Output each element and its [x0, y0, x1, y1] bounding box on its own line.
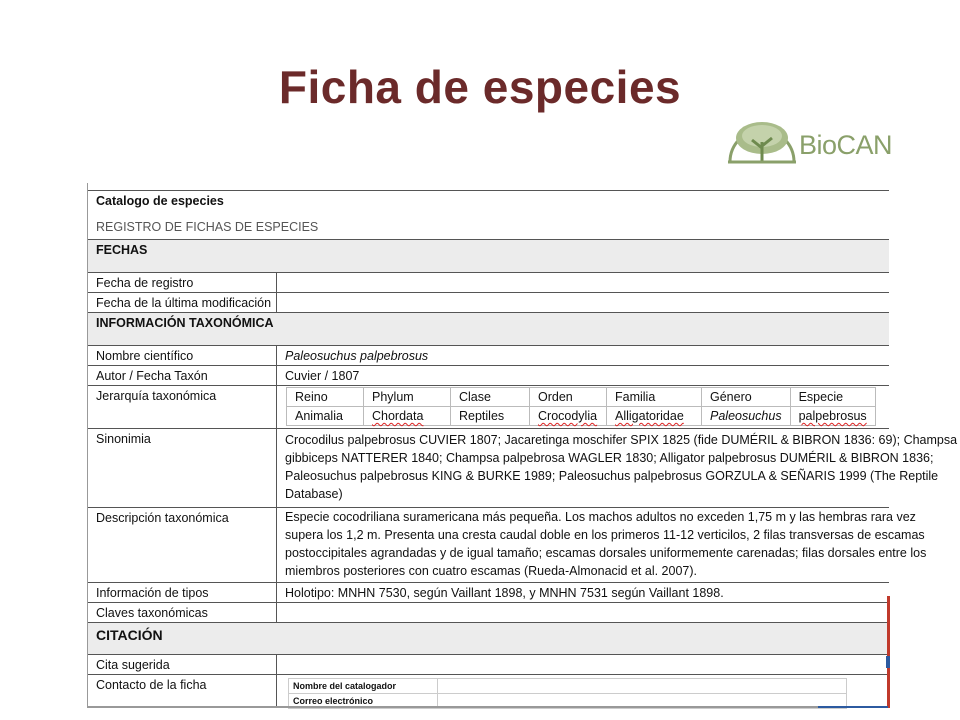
sinonimia-line: Paleosuchus palpebrosus KING & BURKE 1989; Paleosuchus palpebrosus GORZULA & SEÑARIS 1999 (The Reptile: [285, 469, 939, 483]
tipos-label: Información de tipos: [88, 583, 277, 602]
row-jerarquia: [88, 385, 889, 428]
catalog-heading: Catalogo de especies: [96, 194, 224, 208]
claves-field[interactable]: [277, 603, 889, 622]
nombre-cientifico-label: Nombre científico: [88, 346, 277, 365]
taxo-header: Reino: [287, 388, 364, 407]
row-nombre-cientifico: [88, 345, 889, 365]
sinonimia-line: Database): [285, 487, 343, 501]
cita-field[interactable]: [277, 655, 889, 674]
descripcion-value: [277, 508, 927, 582]
edge-accent: [887, 596, 890, 708]
taxo-header: Especie: [790, 388, 875, 407]
row-autor: [88, 365, 889, 385]
descripcion-line: postoccipitales agrandadas y de igual tamaño; escamas dorsales uniformemente carenadas; filas dorsales entre los: [285, 546, 927, 560]
sinonimia-label: Sinonimia: [88, 429, 277, 507]
taxo-value: palpebrosus: [790, 407, 875, 426]
species-form: [87, 183, 958, 708]
logo-text: BioCAN: [799, 130, 893, 160]
row-descripcion: [88, 507, 927, 582]
taxo-header: Clase: [451, 388, 530, 407]
claves-label: Claves taxonómicas: [88, 603, 277, 622]
taxo-value: Crocodylia: [530, 407, 607, 426]
taxo-value: Reptiles: [451, 407, 530, 426]
fecha-registro-label: Fecha de registro: [88, 273, 277, 292]
sinonimia-line: gibbiceps NATTERER 1840; Champsa palpebrosa WAGLER 1830; Alligator palpebrosus DUMÉRIL & BIBRON 1836;: [285, 451, 934, 465]
contact-table: [288, 678, 847, 709]
row-contacto: [88, 674, 889, 708]
contacto-label: Contacto de la ficha: [88, 675, 277, 708]
autor-label: Autor / Fecha Taxón: [88, 366, 277, 385]
descripcion-line: miembros posteriores con cuatro escamas (Rueda-Almonacid et al. 2007).: [285, 564, 697, 578]
taxonomy-value-row: [287, 407, 876, 426]
descripcion-label: Descripción taxonómica: [88, 508, 277, 582]
taxo-value: Chordata: [364, 407, 451, 426]
sinonimia-value: [277, 429, 958, 507]
taxo-header: Género: [702, 388, 791, 407]
row-tipos: [88, 582, 889, 602]
sinonimia-line: Crocodilus palpebrosus CUVIER 1807; Jacaretinga moschifer SPIX 1825 (fide DUMÉRIL & BIBRON 1836: 69); Champsa: [285, 433, 958, 447]
row-catalog: [88, 190, 889, 212]
contact-field-label: Nombre del catalogador: [289, 679, 438, 694]
section-citacion-label: CITACIÓN: [96, 627, 163, 643]
row-cita: [88, 654, 889, 674]
jerarquia-label: Jerarquía taxonómica: [88, 386, 277, 428]
taxo-value: Animalia: [287, 407, 364, 426]
descripcion-line: supera los 1,2 m. Presenta una cresta caudal doble en los primeros 11-12 verticilos, 2 filas transversas de escamas: [285, 528, 925, 542]
tree-icon: [728, 122, 796, 162]
row-fecha-modificacion: [88, 292, 889, 312]
contact-field-label: Correo electrónico: [289, 694, 438, 709]
row-claves: [88, 602, 889, 622]
page-title: Ficha de especies: [278, 61, 682, 113]
tipos-value: Holotipo: MNHN 7530, según Vaillant 1898, y MNHN 7531 según Vaillant 1898.: [285, 586, 724, 600]
descripcion-line: Especie cocodriliana suramericana más pequeña. Los machos adultos no exceden 1,75 m y las hembras rara vez: [285, 510, 916, 524]
section-dates: [88, 239, 889, 272]
fecha-registro-field[interactable]: [277, 273, 889, 292]
nombre-cientifico-value: Paleosuchus palpebrosus: [285, 349, 429, 363]
edge-accent-blue: [886, 656, 890, 668]
fecha-modificacion-field[interactable]: [277, 293, 889, 312]
row-registry: [88, 212, 889, 239]
taxo-header: Orden: [530, 388, 607, 407]
fecha-modificacion-label: Fecha de la última modificación: [88, 293, 277, 312]
cita-label: Cita sugerida: [88, 655, 277, 674]
registry-heading: REGISTRO DE FICHAS DE ESPECIES: [96, 220, 319, 234]
taxonomy-header-row: [287, 388, 876, 407]
row-fecha-registro: [88, 272, 889, 292]
taxo-header: Familia: [607, 388, 702, 407]
catalogador-field[interactable]: [438, 679, 847, 694]
taxonomy-table: [286, 387, 876, 426]
section-citacion: [88, 622, 889, 654]
autor-value: Cuvier / 1807: [285, 369, 360, 383]
bottom-rule: [87, 706, 888, 708]
taxo-value: Paleosuchus: [702, 407, 791, 426]
taxo-value: Alligatoridae: [607, 407, 702, 426]
section-taxonomic: [88, 312, 889, 345]
section-dates-label: FECHAS: [96, 243, 148, 257]
row-sinonimia: [88, 428, 958, 507]
bottom-rule-accent: [818, 706, 888, 708]
taxo-header: Phylum: [364, 388, 451, 407]
section-taxonomic-label: INFORMACIÓN TAXONÓMICA: [96, 316, 274, 330]
